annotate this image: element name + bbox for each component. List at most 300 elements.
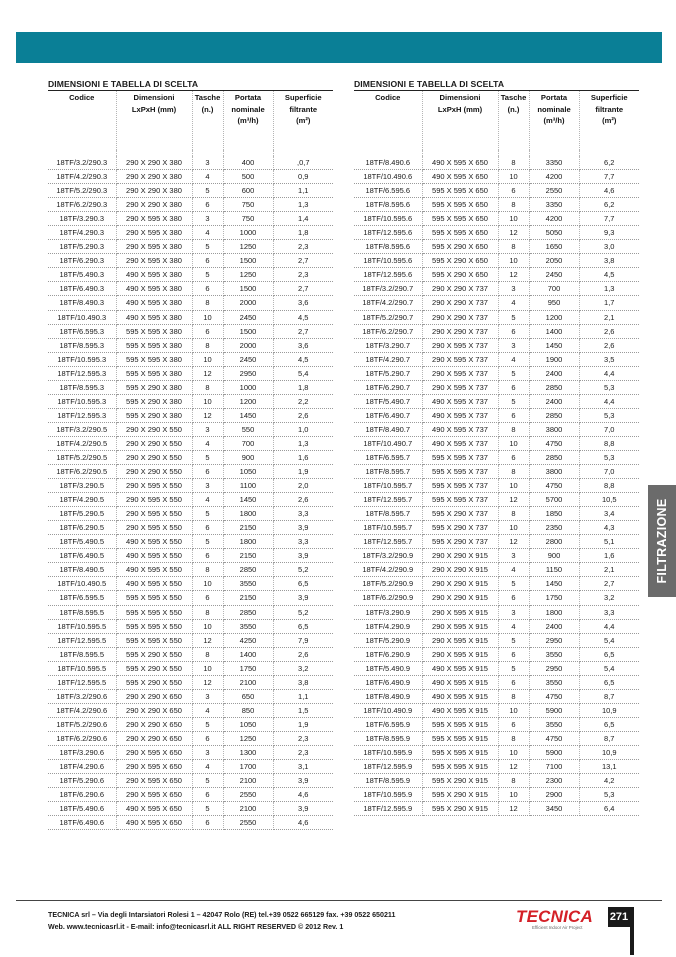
table-row: [354, 465, 639, 479]
cell-code: 18TF/3.2/290.7: [354, 282, 422, 296]
logo-tagline: Efficient Indoor Air Project: [532, 925, 583, 930]
cell-surface: 3,4: [579, 507, 639, 521]
cell-flow: 1200: [223, 394, 273, 408]
cell-pockets: 6: [192, 521, 223, 535]
cell-flow: 3550: [529, 675, 579, 689]
table-row: [48, 352, 333, 366]
cell-flow: 4200: [529, 170, 579, 184]
cell-dimensions: 490 X 595 X 550: [116, 535, 192, 549]
cell-code: 18TF/8.595.9: [354, 774, 422, 788]
cell-flow: 2400: [529, 394, 579, 408]
cell-surface: 2,1: [579, 310, 639, 324]
cell-code: 18TF/4.290.7: [354, 352, 422, 366]
footer-web: Web. www.tecnicasrl.it - E-mail: info@tecnicasrl.it ALL RIGHT RESERVED © 2012 Rev. 1: [48, 922, 344, 931]
cell-surface: 2,3: [273, 240, 333, 254]
table-row: [354, 760, 639, 774]
cell-code: 18TF/12.595.3: [48, 366, 116, 380]
cell-code: 18TF/10.595.5: [48, 661, 116, 675]
cell-code: 18TF/6.2/290.7: [354, 324, 422, 338]
cell-pockets: 3: [192, 745, 223, 759]
cell-surface: 7,7: [579, 170, 639, 184]
cell-code: 18TF/4.2/290.7: [354, 296, 422, 310]
cell-flow: 2400: [529, 366, 579, 380]
cell-dimensions: 290 X 595 X 550: [116, 493, 192, 507]
cell-pockets: 8: [498, 156, 529, 170]
cell-flow: 2850: [529, 380, 579, 394]
table-row: [48, 198, 333, 212]
table-row: [354, 549, 639, 563]
table-row: [354, 479, 639, 493]
cell-flow: 1750: [529, 591, 579, 605]
cell-code: 18TF/3.2/290.3: [48, 156, 116, 170]
table-row: [48, 465, 333, 479]
selection-table-left: [48, 78, 333, 830]
cell-dimensions: 490 X 595 X 550: [116, 577, 192, 591]
table-row: [48, 745, 333, 759]
cell-flow: 1250: [223, 268, 273, 282]
cell-pockets: 3: [192, 479, 223, 493]
cell-pockets: 12: [498, 802, 529, 816]
cell-dimensions: 595 X 290 X 915: [422, 774, 498, 788]
cell-code: 18TF/5.2/290.5: [48, 450, 116, 464]
cell-pockets: 3: [192, 156, 223, 170]
cell-dimensions: 290 X 290 X 650: [116, 731, 192, 745]
cell-pockets: 6: [192, 591, 223, 605]
cell-flow: 3350: [529, 198, 579, 212]
table-row: [354, 450, 639, 464]
cell-surface: 5,3: [579, 788, 639, 802]
cell-code: 18TF/12.595.3: [48, 408, 116, 422]
cell-dimensions: 290 X 595 X 915: [422, 647, 498, 661]
side-tab-filtrazione[interactable]: [648, 485, 676, 597]
page-number: 271: [608, 907, 630, 927]
footer-address: TECNICA srl – Via degli Intarsiatori Rolesi 1 – 42047 Rolo (RE) tel.+39 0522 665129 fax. +39 0522 650211: [48, 911, 396, 919]
table-row: [48, 212, 333, 226]
cell-surface: ,0,7: [273, 156, 333, 170]
cell-pockets: 3: [192, 422, 223, 436]
cell-code: 18TF/12.595.5: [48, 675, 116, 689]
cell-flow: 2800: [529, 535, 579, 549]
cell-code: 18TF/6.595.5: [48, 591, 116, 605]
table-row: [354, 198, 639, 212]
cell-surface: 2,7: [273, 324, 333, 338]
cell-dimensions: 595 X 595 X 915: [422, 760, 498, 774]
cell-surface: 3,2: [273, 661, 333, 675]
cell-pockets: 8: [192, 338, 223, 352]
cell-flow: 1050: [223, 465, 273, 479]
cell-dimensions: 490 X 595 X 915: [422, 703, 498, 717]
cell-pockets: 4: [192, 170, 223, 184]
cell-code: 18TF/10.595.6: [354, 212, 422, 226]
table-row: [354, 745, 639, 759]
cell-pockets: 10: [192, 661, 223, 675]
cell-dimensions: 595 X 595 X 380: [116, 324, 192, 338]
col-header-surface: Superficie filtrante (m²): [590, 93, 628, 125]
cell-flow: 2100: [223, 675, 273, 689]
cell-flow: 1500: [223, 282, 273, 296]
footer-contact: [48, 910, 395, 933]
table-row: [354, 802, 639, 816]
cell-pockets: 8: [498, 689, 529, 703]
cell-code: 18TF/4.290.5: [48, 493, 116, 507]
cell-surface: 2,7: [579, 577, 639, 591]
cell-dimensions: 490 X 595 X 380: [116, 268, 192, 282]
cell-surface: 6,4: [579, 802, 639, 816]
cell-code: 18TF/6.490.6: [48, 816, 116, 830]
cell-surface: 6,2: [579, 156, 639, 170]
table-row: [48, 338, 333, 352]
cell-pockets: 6: [192, 788, 223, 802]
cell-code: 18TF/5.2/290.6: [48, 717, 116, 731]
cell-surface: 3,9: [273, 549, 333, 563]
cell-code: 18TF/6.290.5: [48, 521, 116, 535]
cell-pockets: 6: [498, 450, 529, 464]
table-row: [354, 324, 639, 338]
cell-flow: 2850: [529, 450, 579, 464]
table-row: [354, 268, 639, 282]
cell-pockets: 6: [498, 647, 529, 661]
cell-dimensions: 595 X 595 X 380: [116, 352, 192, 366]
cell-dimensions: 490 X 595 X 550: [116, 549, 192, 563]
cell-dimensions: 290 X 595 X 380: [116, 240, 192, 254]
cell-dimensions: 595 X 595 X 737: [422, 450, 498, 464]
cell-flow: 2100: [223, 802, 273, 816]
header-accent-bar: [16, 32, 662, 63]
cell-dimensions: 490 X 595 X 550: [116, 563, 192, 577]
cell-flow: 5900: [529, 745, 579, 759]
cell-surface: 5,3: [579, 450, 639, 464]
cell-flow: 2850: [223, 605, 273, 619]
cell-code: 18TF/6.2/290.6: [48, 731, 116, 745]
cell-flow: 2450: [529, 268, 579, 282]
cell-surface: 4,6: [579, 184, 639, 198]
cell-pockets: 12: [192, 408, 223, 422]
cell-flow: 2950: [223, 366, 273, 380]
cell-surface: 5,4: [579, 633, 639, 647]
cell-pockets: 5: [498, 310, 529, 324]
cell-dimensions: 595 X 290 X 650: [422, 240, 498, 254]
cell-surface: 10,9: [579, 745, 639, 759]
cell-code: 18TF/6.490.9: [354, 675, 422, 689]
table-row: [354, 156, 639, 170]
table-row: [48, 170, 333, 184]
table-row: [354, 254, 639, 268]
cell-pockets: 12: [192, 633, 223, 647]
cell-dimensions: 290 X 290 X 380: [116, 156, 192, 170]
cell-flow: 2550: [223, 788, 273, 802]
cell-pockets: 8: [498, 507, 529, 521]
cell-dimensions: 290 X 290 X 915: [422, 591, 498, 605]
cell-code: 18TF/6.595.9: [354, 717, 422, 731]
cell-pockets: 4: [192, 436, 223, 450]
cell-surface: 4,6: [273, 788, 333, 802]
cell-pockets: 3: [498, 282, 529, 296]
cell-pockets: 10: [498, 788, 529, 802]
cell-dimensions: 490 X 595 X 380: [116, 282, 192, 296]
cell-surface: 0,9: [273, 170, 333, 184]
cell-flow: 900: [529, 549, 579, 563]
cell-surface: 2,1: [579, 563, 639, 577]
cell-surface: 3,5: [579, 352, 639, 366]
cell-surface: 4,4: [579, 394, 639, 408]
table-row: [354, 408, 639, 422]
table-row: [354, 226, 639, 240]
cell-code: 18TF/8.595.7: [354, 507, 422, 521]
cell-flow: 1800: [529, 605, 579, 619]
cell-flow: 1800: [223, 535, 273, 549]
cell-code: 18TF/5.490.5: [48, 535, 116, 549]
table-row: [354, 296, 639, 310]
cell-surface: 1,9: [273, 465, 333, 479]
cell-pockets: 10: [192, 394, 223, 408]
cell-code: 18TF/8.595.5: [48, 605, 116, 619]
cell-dimensions: 490 X 595 X 650: [422, 156, 498, 170]
cell-surface: 8,7: [579, 731, 639, 745]
cell-pockets: 8: [192, 605, 223, 619]
cell-code: 18TF/3.2/290.9: [354, 549, 422, 563]
cell-code: 18TF/6.2/290.9: [354, 591, 422, 605]
cell-code: 18TF/5.490.3: [48, 268, 116, 282]
tecnica-logo: [516, 907, 606, 930]
cell-code: 18TF/3.290.3: [48, 212, 116, 226]
cell-code: 18TF/5.490.7: [354, 394, 422, 408]
cell-surface: 6,5: [273, 577, 333, 591]
cell-surface: 3,8: [273, 675, 333, 689]
cell-pockets: 10: [498, 521, 529, 535]
cell-code: 18TF/5.290.9: [354, 633, 422, 647]
cell-flow: 5050: [529, 226, 579, 240]
cell-pockets: 8: [192, 380, 223, 394]
cell-surface: 3,9: [273, 774, 333, 788]
col-header-dimensions: Dimensioni LxPxH (mm): [116, 91, 192, 150]
cell-flow: 400: [223, 156, 273, 170]
table-row: [48, 226, 333, 240]
cell-pockets: 4: [192, 226, 223, 240]
cell-dimensions: 290 X 595 X 737: [422, 338, 498, 352]
cell-surface: 5,3: [579, 408, 639, 422]
cell-pockets: 6: [192, 254, 223, 268]
table-row: [48, 268, 333, 282]
cell-pockets: 6: [192, 549, 223, 563]
cell-flow: 500: [223, 170, 273, 184]
cell-pockets: 5: [192, 240, 223, 254]
cell-surface: 1,1: [273, 184, 333, 198]
cell-code: 18TF/10.595.9: [354, 745, 422, 759]
cell-pockets: 3: [192, 689, 223, 703]
cell-pockets: 8: [498, 731, 529, 745]
cell-surface: 3,0: [579, 240, 639, 254]
cell-dimensions: 595 X 595 X 650: [422, 212, 498, 226]
table-row: [48, 647, 333, 661]
cell-surface: 10,5: [579, 493, 639, 507]
table-row: [354, 380, 639, 394]
cell-code: 18TF/4.2/290.3: [48, 170, 116, 184]
table-row: [354, 661, 639, 675]
table-row: [354, 577, 639, 591]
cell-code: 18TF/10.490.9: [354, 703, 422, 717]
cell-dimensions: 490 X 595 X 915: [422, 689, 498, 703]
cell-surface: 5,3: [579, 380, 639, 394]
cell-flow: 4200: [529, 212, 579, 226]
cell-flow: 2550: [223, 816, 273, 830]
cell-flow: 3550: [223, 577, 273, 591]
cell-flow: 1750: [223, 661, 273, 675]
cell-code: 18TF/12.595.7: [354, 493, 422, 507]
cell-code: 18TF/8.595.9: [354, 731, 422, 745]
cell-flow: 700: [223, 436, 273, 450]
cell-flow: 2100: [223, 774, 273, 788]
cell-code: 18TF/3.290.9: [354, 605, 422, 619]
table-row: [48, 816, 333, 830]
cell-surface: 6,5: [579, 717, 639, 731]
cell-surface: 1,3: [579, 282, 639, 296]
cell-surface: 1,8: [273, 380, 333, 394]
cell-code: 18TF/6.490.7: [354, 408, 422, 422]
cell-code: 18TF/6.595.7: [354, 450, 422, 464]
cell-dimensions: 290 X 290 X 550: [116, 465, 192, 479]
table-row: [354, 352, 639, 366]
cell-flow: 650: [223, 689, 273, 703]
table-row: [48, 521, 333, 535]
cell-pockets: 5: [498, 394, 529, 408]
cell-code: 18TF/10.595.9: [354, 788, 422, 802]
section-title-left: DIMENSIONI E TABELLA DI SCELTA: [48, 78, 333, 91]
cell-pockets: 8: [498, 774, 529, 788]
cell-flow: 600: [223, 184, 273, 198]
cell-surface: 7,0: [579, 465, 639, 479]
cell-dimensions: 595 X 290 X 380: [116, 408, 192, 422]
cell-flow: 2300: [529, 774, 579, 788]
table-row: [48, 577, 333, 591]
cell-flow: 7100: [529, 760, 579, 774]
cell-dimensions: 290 X 290 X 737: [422, 310, 498, 324]
cell-dimensions: 595 X 290 X 550: [116, 661, 192, 675]
cell-pockets: 6: [498, 675, 529, 689]
cell-surface: 1,3: [273, 436, 333, 450]
cell-pockets: 6: [192, 324, 223, 338]
col-header-flow: Portata nominale (m³/h): [223, 91, 273, 150]
cell-code: 18TF/3.2/290.6: [48, 689, 116, 703]
cell-code: 18TF/10.490.6: [354, 170, 422, 184]
cell-code: 18TF/3.290.5: [48, 479, 116, 493]
table-row: [48, 689, 333, 703]
cell-surface: 2,7: [273, 254, 333, 268]
table-row: [48, 422, 333, 436]
cell-pockets: 5: [192, 184, 223, 198]
cell-code: 18TF/10.595.7: [354, 479, 422, 493]
cell-code: 18TF/5.2/290.9: [354, 577, 422, 591]
cell-flow: 5700: [529, 493, 579, 507]
cell-pockets: 10: [192, 310, 223, 324]
cell-surface: 5,2: [273, 563, 333, 577]
table-row: [48, 254, 333, 268]
cell-surface: 1,0: [273, 422, 333, 436]
table-row: [354, 605, 639, 619]
cell-pockets: 10: [192, 577, 223, 591]
table-row: [354, 338, 639, 352]
cell-pockets: 3: [498, 605, 529, 619]
table-row: [48, 731, 333, 745]
cell-dimensions: 290 X 290 X 550: [116, 422, 192, 436]
table-row: [48, 366, 333, 380]
cell-pockets: 6: [192, 198, 223, 212]
cell-surface: 10,9: [579, 703, 639, 717]
cell-code: 18TF/5.290.6: [48, 774, 116, 788]
cell-surface: 6,5: [579, 647, 639, 661]
cell-surface: 7,7: [579, 212, 639, 226]
cell-code: 18TF/6.290.3: [48, 254, 116, 268]
cell-flow: 700: [529, 282, 579, 296]
cell-dimensions: 595 X 595 X 650: [422, 184, 498, 198]
cell-flow: 1500: [223, 324, 273, 338]
cell-code: 18TF/3.290.7: [354, 338, 422, 352]
cell-pockets: 12: [498, 760, 529, 774]
cell-dimensions: 290 X 290 X 380: [116, 198, 192, 212]
cell-flow: 5900: [529, 703, 579, 717]
table-row: [48, 479, 333, 493]
cell-pockets: 5: [192, 507, 223, 521]
cell-pockets: 4: [498, 619, 529, 633]
cell-flow: 1250: [223, 731, 273, 745]
cell-dimensions: 290 X 290 X 915: [422, 549, 498, 563]
section-title-right: DIMENSIONI E TABELLA DI SCELTA: [354, 78, 639, 91]
cell-pockets: 6: [192, 465, 223, 479]
cell-pockets: 12: [498, 493, 529, 507]
cell-flow: 750: [223, 198, 273, 212]
cell-dimensions: 595 X 595 X 550: [116, 633, 192, 647]
table-row: [354, 774, 639, 788]
cell-code: 18TF/12.595.6: [354, 268, 422, 282]
cell-surface: 4,5: [579, 268, 639, 282]
cell-pockets: 10: [498, 479, 529, 493]
table-row: [354, 212, 639, 226]
cell-dimensions: 290 X 595 X 650: [116, 788, 192, 802]
cell-surface: 5,4: [273, 366, 333, 380]
cell-flow: 550: [223, 422, 273, 436]
cell-pockets: 12: [498, 268, 529, 282]
table-row: [48, 549, 333, 563]
cell-pockets: 6: [498, 591, 529, 605]
cell-dimensions: 290 X 595 X 380: [116, 212, 192, 226]
cell-pockets: 5: [192, 450, 223, 464]
cell-code: 18TF/10.595.3: [48, 394, 116, 408]
cell-dimensions: 595 X 595 X 737: [422, 479, 498, 493]
table-row: [354, 422, 639, 436]
cell-pockets: 10: [498, 436, 529, 450]
table-row: [354, 717, 639, 731]
cell-flow: 2000: [223, 338, 273, 352]
cell-flow: 2950: [529, 661, 579, 675]
cell-pockets: 8: [192, 563, 223, 577]
cell-code: 18TF/3.290.6: [48, 745, 116, 759]
cell-code: 18TF/8.490.9: [354, 689, 422, 703]
cell-pockets: 5: [498, 661, 529, 675]
cell-dimensions: 290 X 290 X 550: [116, 436, 192, 450]
cell-dimensions: 290 X 290 X 737: [422, 282, 498, 296]
cell-surface: 7,9: [273, 633, 333, 647]
cell-flow: 2850: [223, 563, 273, 577]
cell-pockets: 6: [192, 282, 223, 296]
table-row: [48, 717, 333, 731]
table-row: [48, 760, 333, 774]
cell-dimensions: 290 X 290 X 380: [116, 170, 192, 184]
cell-surface: 5,1: [579, 535, 639, 549]
col-header-pockets: Tasche (n.): [192, 91, 223, 150]
table-row: [48, 310, 333, 324]
cell-flow: 850: [223, 703, 273, 717]
cell-pockets: 5: [192, 717, 223, 731]
cell-code: 18TF/10.595.3: [48, 352, 116, 366]
